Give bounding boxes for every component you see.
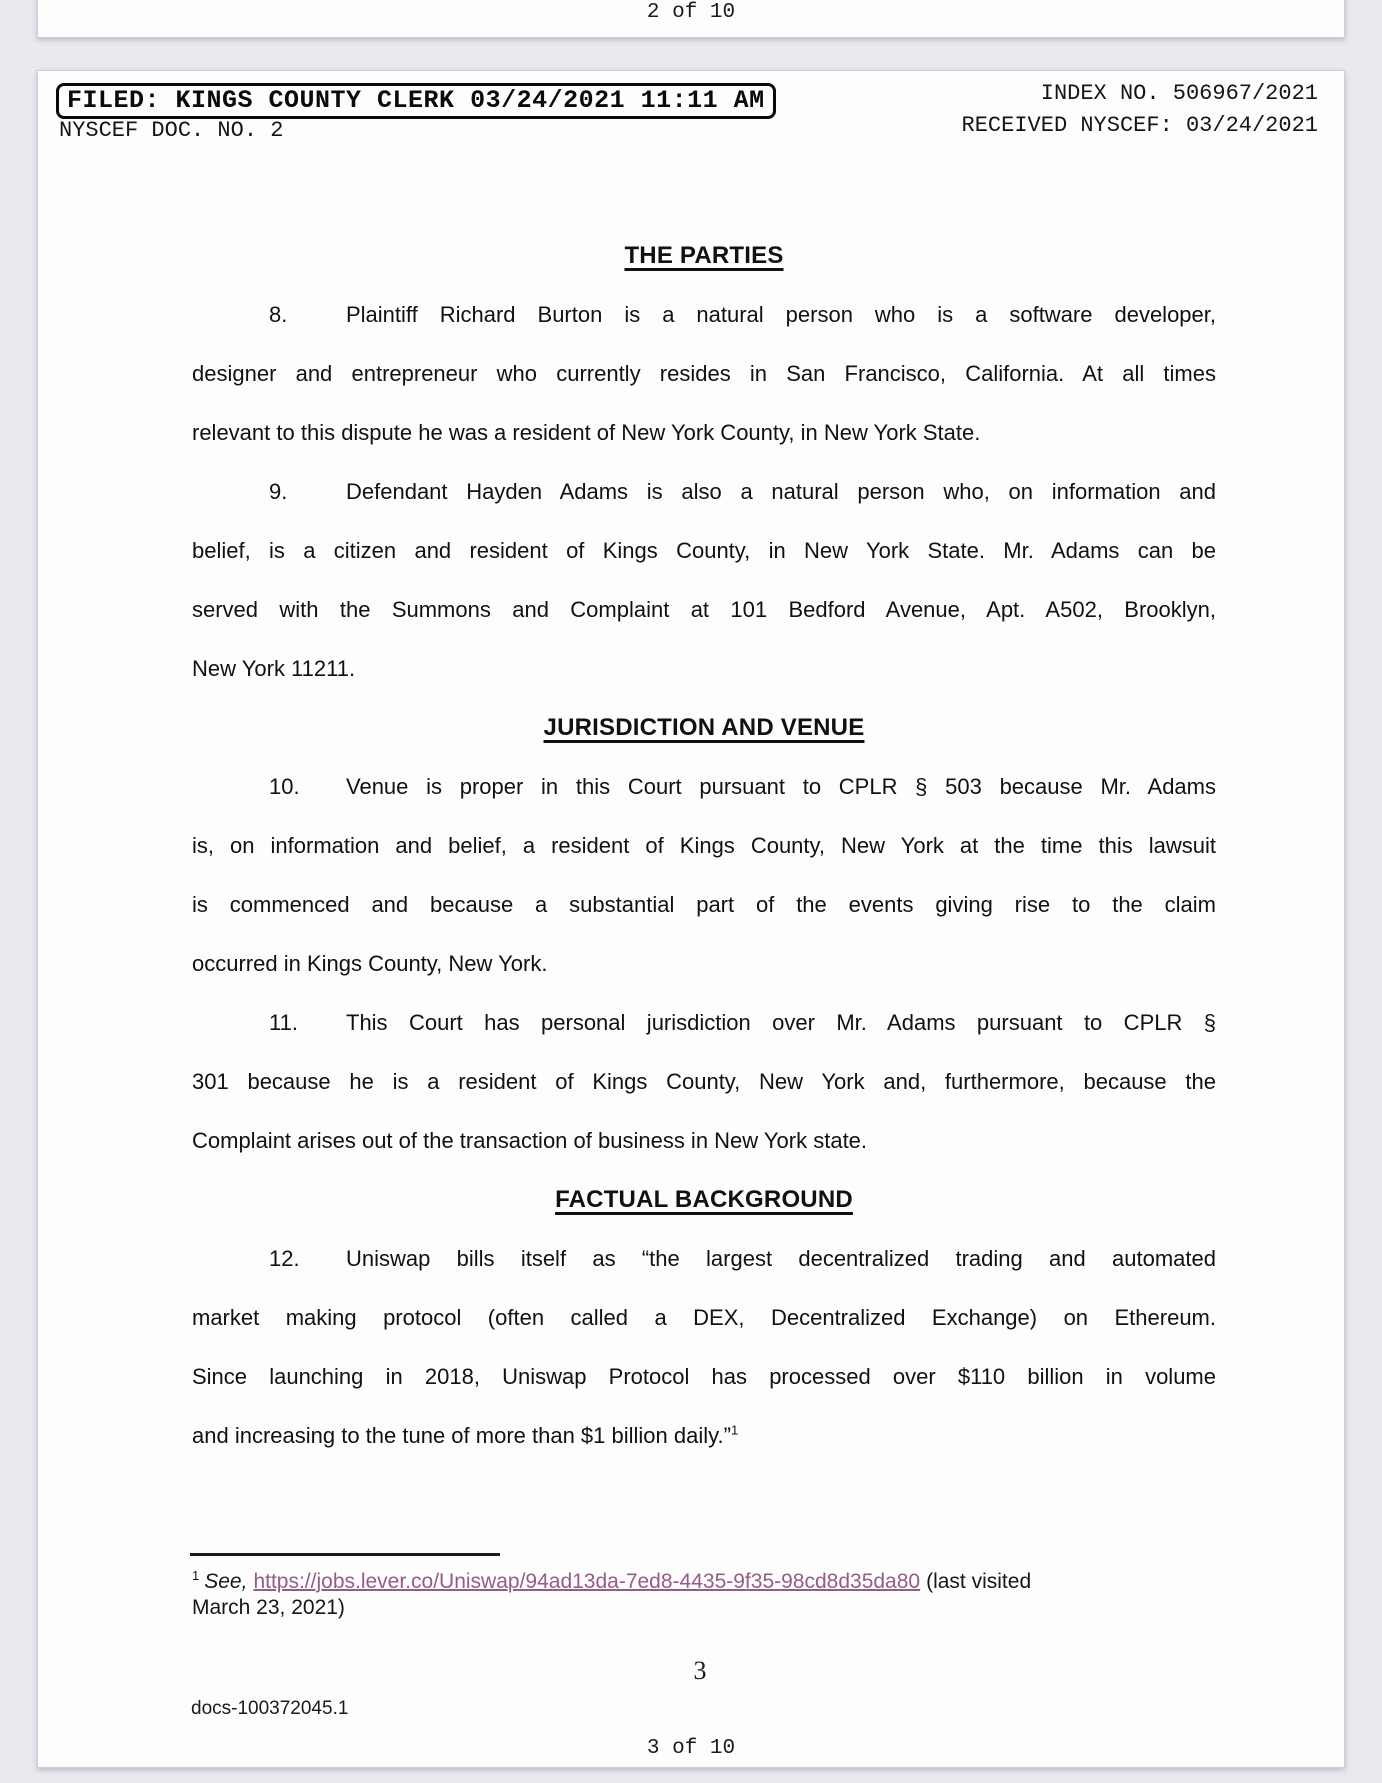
page-3-footer: 3 of 10	[646, 1737, 736, 1760]
section-heading	[192, 1170, 1216, 1229]
section-heading-text: FACTUAL BACKGROUND	[555, 1186, 853, 1213]
footnote-link[interactable]: https://jobs.lever.co/Uniswap/94ad13da-7ed8-4435-9f35-98cd8d35da80	[253, 1570, 921, 1593]
paragraph-number: 10.	[269, 774, 300, 799]
paragraph-line: occurred in Kings County, New York.	[192, 951, 548, 976]
page-2-fragment	[37, 0, 1345, 38]
paragraph-line: relevant to this dispute he was a resident of New York County, in New York State.	[192, 420, 981, 445]
paragraph-line: 301 because he is a resident of Kings County, New York and, furthermore, because the	[192, 1069, 1216, 1094]
page-3	[37, 70, 1345, 1768]
paragraph-line: Complaint arises out of the transaction of business in New York state.	[192, 1128, 868, 1153]
paragraph-line: is, on information and belief, a resident of Kings County, New York at the time this lawsuit	[192, 833, 1216, 858]
paragraph-line: is commenced and because a substantial part of the events giving rise to the claim	[192, 892, 1216, 917]
received-nyscef: RECEIVED NYSCEF: 03/24/2021	[961, 113, 1318, 138]
paragraph-line: 8. Plaintiff Richard Burton is a natural person who is a software developer,	[192, 285, 1216, 344]
document-body	[192, 226, 1216, 1465]
page-2-footer: 2 of 10	[646, 1, 736, 24]
footnote-see: See,	[204, 1570, 248, 1593]
paragraph-number: 12.	[269, 1246, 300, 1271]
paragraph-line: 11. This Court has personal jurisdiction over Mr. Adams pursuant to CPLR §	[192, 993, 1216, 1052]
section-heading-text: JURISDICTION AND VENUE	[543, 714, 865, 741]
paragraph-line: market making protocol (often called a DEX, Decentralized Exchange) on Ethereum.	[192, 1305, 1216, 1330]
paragraph-line: and increasing to the tune of more than $1 billion daily.”$^1$	[192, 1422, 739, 1448]
footnote-tail: (last visited	[926, 1570, 1032, 1593]
footnote	[192, 1553, 1216, 1621]
paragraph-line: 10. Venue is proper in this Court pursuant to CPLR § 503 because Mr. Adams	[192, 757, 1216, 816]
footnote-reference: 1	[730, 1422, 739, 1438]
section-heading	[192, 698, 1216, 757]
section-heading-text: THE PARTIES	[624, 242, 784, 269]
paragraph-line: served with the Summons and Complaint at 101 Bedford Avenue, Apt. A502, Brooklyn,	[192, 597, 1216, 622]
section-heading	[192, 226, 1216, 285]
paragraph-line: designer and entrepreneur who currently resides in San Francisco, California. At all times	[192, 361, 1216, 386]
footnote-marker: 1	[192, 1568, 200, 1583]
paragraph-line: 12. Uniswap bills itself as “the largest decentralized trading and automated	[192, 1229, 1216, 1288]
paragraph-number: 11.	[269, 1010, 298, 1035]
filed-stamp: FILED: KINGS COUNTY CLERK 03/24/2021 11:11 AM	[56, 83, 776, 119]
nyscef-doc-no: NYSCEF DOC. NO. 2	[59, 118, 284, 143]
paragraph-number: 9.	[269, 479, 288, 504]
footnote-text	[192, 1569, 1216, 1595]
index-no: INDEX NO. 506967/2021	[1040, 81, 1318, 106]
footnote-separator	[190, 1553, 500, 1556]
docs-id-label: docs-100372045.1	[191, 1698, 349, 1719]
paragraph-number: 8.	[269, 302, 288, 327]
paragraph-line: belief, is a citizen and resident of Kings County, in New York State. Mr. Adams can be	[192, 538, 1216, 563]
paragraph-line: New York 11211.	[192, 656, 356, 681]
footnote-text-line2: March 23, 2021)	[192, 1596, 345, 1619]
paragraph-line: 9. Defendant Hayden Adams is also a natural person who, on information and	[192, 462, 1216, 521]
paragraph-line: Since launching in 2018, Uniswap Protocol has processed over $110 billion in volume	[192, 1364, 1216, 1389]
document-page-number: 3	[693, 1656, 707, 1685]
